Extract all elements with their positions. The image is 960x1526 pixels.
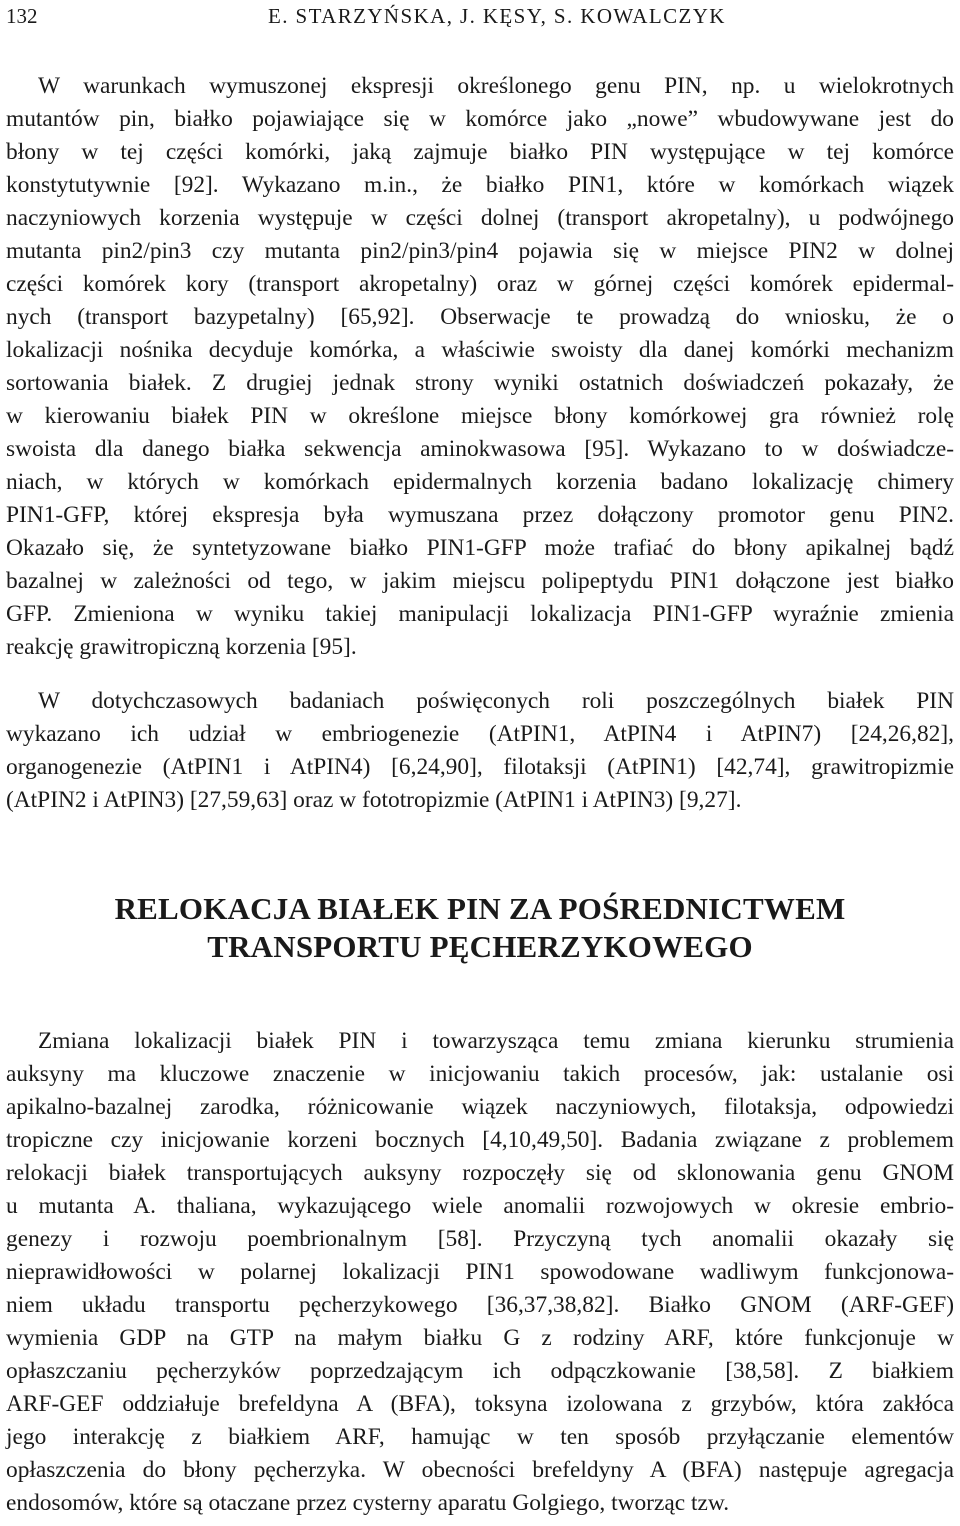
- text-line: bazalnej w zależności od tego, w jakim miejscu polipeptydu PIN1 dołączone jest białko: [6, 568, 954, 594]
- text-line: części komórek kory (transport akropetalny) oraz w górnej części komórek epidermal-: [6, 271, 954, 297]
- text-line: błony w tej części komórki, jaką zajmuje białko PIN występujące w tej komórce: [6, 139, 954, 165]
- text-line: nych (transport bazypetalny) [65,92]. Obserwacje te prowadzą do wniosku, że o: [6, 304, 954, 330]
- text-line: ARF-GEF oddziałuje brefeldyna A (BFA), toksyna izolowana z grzybów, która zakłóca: [6, 1391, 954, 1417]
- text-line: niach, w których w komórkach epidermalnych korzenia badano lokalizację chimery: [6, 469, 954, 495]
- text-line: W warunkach wymuszonej ekspresji określonego genu PIN, np. u wielokrotnych: [38, 73, 954, 99]
- text-line: w kierowaniu białek PIN w określone miejsce błony komórkowej gra również rolę: [6, 403, 954, 429]
- section-heading-line-2: TRANSPORTU PĘCHERZYKOWEGO: [207, 929, 753, 964]
- running-header: [6, 4, 956, 30]
- text-line: swoista dla danego białka sekwencja aminokwasowa [95]. Wykazano to w doświadcze-: [6, 436, 954, 462]
- text-line: mutantów pin, białko pojawiające się w komórce jako „nowe” wbudowywane jest do: [6, 106, 954, 132]
- text-line: mutanta pin2/pin3 czy mutanta pin2/pin3/pin4 pojawia się w miejsce PIN2 w dolnej: [6, 238, 954, 264]
- paragraph-pin-relocation: [6, 1025, 954, 1520]
- page-number: 132: [6, 4, 38, 28]
- text-line: wykazano ich udział w embriogenezie (AtPIN1, AtPIN4 i AtPIN7) [24,26,82],: [6, 721, 954, 747]
- paragraph-pin-expression: [6, 70, 954, 664]
- section-heading: [0, 890, 960, 966]
- section-heading-line-1: RELOKACJA BIAŁEK PIN ZA POŚREDNICTWEM: [114, 891, 846, 926]
- text-line: GFP. Zmieniona w wyniku takiej manipulacji lokalizacja PIN1-GFP wyraźnie zmienia: [6, 601, 954, 627]
- text-line: opłaszczaniu pęcherzyków poprzedzającym ich odpączkowanie [38,58]. Z białkiem: [6, 1358, 954, 1384]
- text-line: (AtPIN2 i AtPIN3) [27,59,63] oraz w fototropizmie (AtPIN1 i AtPIN3) [9,27].: [6, 787, 742, 813]
- text-line: naczyniowych korzenia występuje w części dolnej (transport akropetalny), u podwójnego: [6, 205, 954, 231]
- text-line: Okazało się, że syntetyzowane białko PIN1-GFP może trafiać do błony apikalnej bądź: [6, 535, 954, 561]
- text-line: niem układu transportu pęcherzykowego [36,37,38,82]. Białko GNOM (ARF-GEF): [6, 1292, 954, 1318]
- text-line: konstytutywnie [92]. Wykazano m.in., że białko PIN1, które w komórkach wiązek: [6, 172, 954, 198]
- running-header-authors: E. STARZYŃSKA, J. KĘSY, S. KOWALCZYK: [268, 4, 726, 28]
- text-line: lokalizacji nośnika decyduje komórka, a właściwie swoisty dla danej komórki mechanizm: [6, 337, 954, 363]
- text-line: genezy i rozwoju poembrionalnym [58]. Przyczyną tych anomalii okazały się: [6, 1226, 954, 1252]
- text-line: apikalno-bazalnej zarodka, różnicowanie wiązek naczyniowych, filotaksja, odpowiedzi: [6, 1094, 954, 1120]
- text-line: organogenezie (AtPIN1 i AtPIN4) [6,24,90], filotaksji (AtPIN1) [42,74], grawitropizmie: [6, 754, 954, 780]
- text-line: Zmiana lokalizacji białek PIN i towarzysząca temu zmiana kierunku strumienia: [38, 1028, 954, 1054]
- text-line: jego interakcję z białkiem ARF, hamując w ten sposób przyłączanie elementów: [6, 1424, 954, 1450]
- text-line: wymienia GDP na GTP na małym białku G z rodziny ARF, które funkcjonuje w: [6, 1325, 954, 1351]
- paragraph-pin-roles: [6, 685, 954, 817]
- text-line: tropiczne czy inicjowanie korzeni bocznych [4,10,49,50]. Badania związane z problemem: [6, 1127, 954, 1153]
- text-line: nieprawidłowości w polarnej lokalizacji PIN1 spowodowane wadliwym funkcjonowa-: [6, 1259, 954, 1285]
- text-line: endosomów, które są otaczane przez cysterny aparatu Golgiego, tworząc tzw.: [6, 1490, 730, 1516]
- text-line: PIN1-GFP, której ekspresja była wymuszana przez dołączony promotor genu PIN2.: [6, 502, 954, 528]
- text-line: W dotychczasowych badaniach poświęconych roli poszczególnych białek PIN: [38, 688, 954, 714]
- text-line: reakcję grawitropiczną korzenia [95].: [6, 634, 357, 660]
- text-line: sortowania białek. Z drugiej jednak strony wyniki ostatnich doświadczeń pokazały, że: [6, 370, 954, 396]
- text-line: opłaszczenia do błony pęcherzyka. W obecności brefeldyny A (BFA) następuje agregacja: [6, 1457, 954, 1483]
- text-line: relokacji białek transportujących auksyny rozpoczęły się od sklonowania genu GNOM: [6, 1160, 954, 1186]
- text-line: u mutanta A. thaliana, wykazującego wiele anomalii rozwojowych w okresie embrio-: [6, 1193, 954, 1219]
- text-line: auksyny ma kluczowe znaczenie w inicjowaniu takich procesów, jak: ustalanie osi: [6, 1061, 954, 1087]
